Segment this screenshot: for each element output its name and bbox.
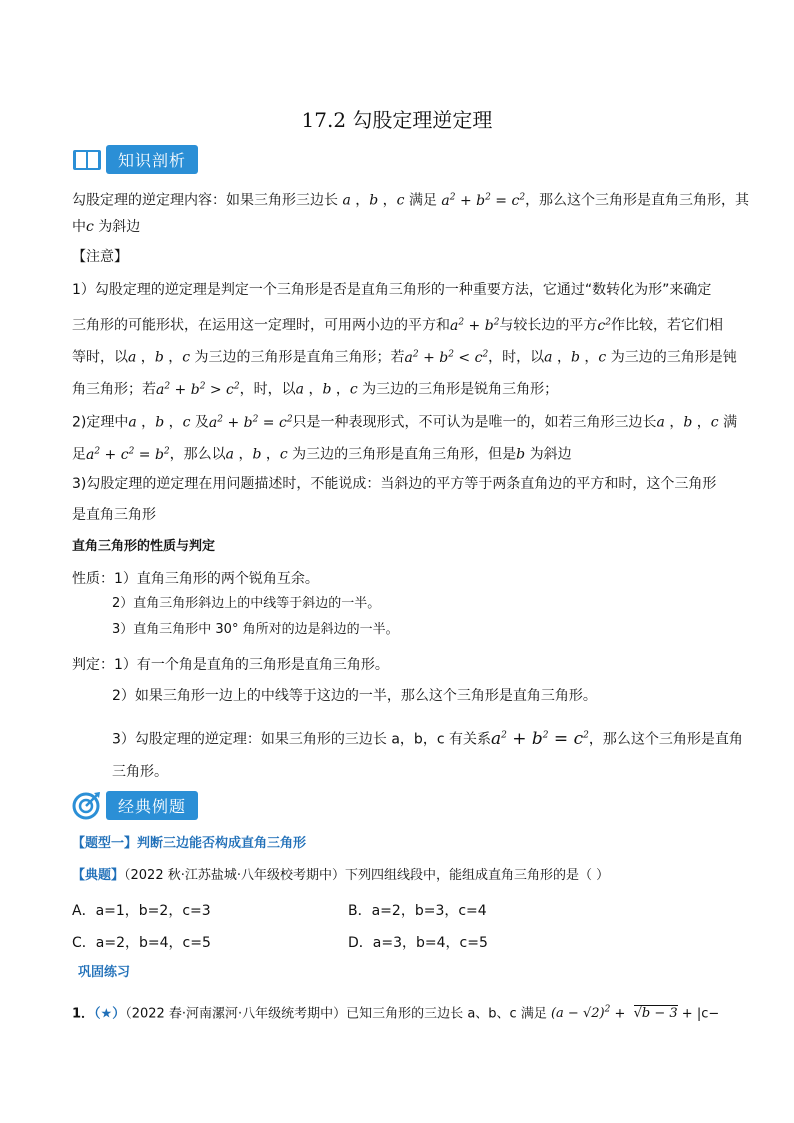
judge-1: 判定：1）有一个角是直角的三角形是直角三角形。	[72, 657, 389, 673]
property-2: 2）直角三角形斜边上的中线等于斜边的一半。	[112, 596, 381, 611]
judge-3-line-1: 3）勾股定理的逆定理：如果三角形的三边长 a，b，c 有关系$a^2 + b^2 = c^2$，那么这个三角形是直角	[112, 728, 743, 749]
option-d: D．a=3，b=4，c=5	[348, 935, 488, 951]
target-icon	[72, 790, 102, 820]
section-label: 经典例题	[106, 791, 198, 820]
option-b: B．a=2，b=3，c=4	[348, 903, 487, 919]
practice-question-1: 1．（★）（2022 春·河南漯河·八年级统考期中）已知三角形的三边长 a、b、c 满足 $(a - √2)^2 + √b - 3 + |c-$	[72, 1005, 720, 1022]
practice-heading: 巩固练习	[78, 965, 131, 980]
note-1-line-4: 角三角形；若$a^2 + b^2 > c^2$，时，以a ，b ，c 为三边的三角形是锐角三角形；	[72, 381, 559, 398]
note-2-line-2: 足$a^2 + c^2 = b^2$，那么以a ，b ，c 为三边的三角形是直角三角形，但是b 为斜边	[72, 446, 572, 463]
judge-2: 2）如果三角形一边上的中线等于这边的一半，那么这个三角形是直角三角形。	[112, 688, 597, 704]
section-label: 知识剖析	[106, 145, 198, 174]
section-banner-examples	[72, 790, 198, 820]
question-type-heading: 【题型一】判断三边能否构成直角三角形	[72, 836, 307, 851]
note-1-line-3: 等时，以a ，b ，c 为三边的三角形是直角三角形；若$a^2 + b^2 < c^2$，时，以a ，b ，c 为三边的三角形是钝	[72, 349, 737, 366]
property-3: 3）直角三角形中 30° 角所对的边是斜边的一半。	[112, 622, 399, 637]
intro-line-2: 中c 为斜边	[72, 219, 141, 235]
intro-line-1: 勾股定理的逆定理内容：如果三角形三边长 a ，b ，c 满足 $a^2 + b^2 = c^2$，那么这个三角形是直角三角形，其	[72, 192, 750, 209]
option-a: A．a=1，b=2，c=3	[72, 903, 211, 919]
note-1-line-2: 三角形的可能形状，在运用这一定理时，可用两小边的平方和$a^2 + b^2$与较长边的平方$c^2$作比较，若它们相	[72, 317, 723, 334]
sub-heading: 直角三角形的性质与判定	[72, 539, 216, 554]
section-banner-knowledge	[72, 144, 198, 174]
option-c: C．a=2，b=4，c=5	[72, 935, 211, 951]
note-2-line-1: 2)定理中a ，b ，c 及$a^2 + b^2 = c^2$只是一种表现形式，不可认为是唯一的，如若三角形三边长a ，b ，c 满	[72, 414, 738, 431]
note-1-line-1: 1）勾股定理的逆定理是判定一个三角形是否是直角三角形的一种重要方法，它通过“数转化为形”来确定	[72, 282, 712, 298]
page-title: 17.2 勾股定理逆定理	[301, 108, 493, 132]
note-3-line-1: 3)勾股定理的逆定理在用问题描述时，不能说成：当斜边的平方等于两条直角边的平方和时，这个三角形	[72, 476, 717, 492]
book-icon	[72, 144, 102, 174]
note-3-line-2: 是直角三角形	[72, 507, 156, 523]
judge-3-line-2: 三角形。	[112, 764, 168, 780]
note-heading: 【注意】	[72, 249, 128, 265]
example-question: 【典题】（2022 秋·江苏盐城·八年级校考期中）下列四组线段中，能组成直角三角形的是（ ）	[72, 868, 610, 883]
property-1: 性质：1）直角三角形的两个锐角互余。	[72, 571, 319, 587]
